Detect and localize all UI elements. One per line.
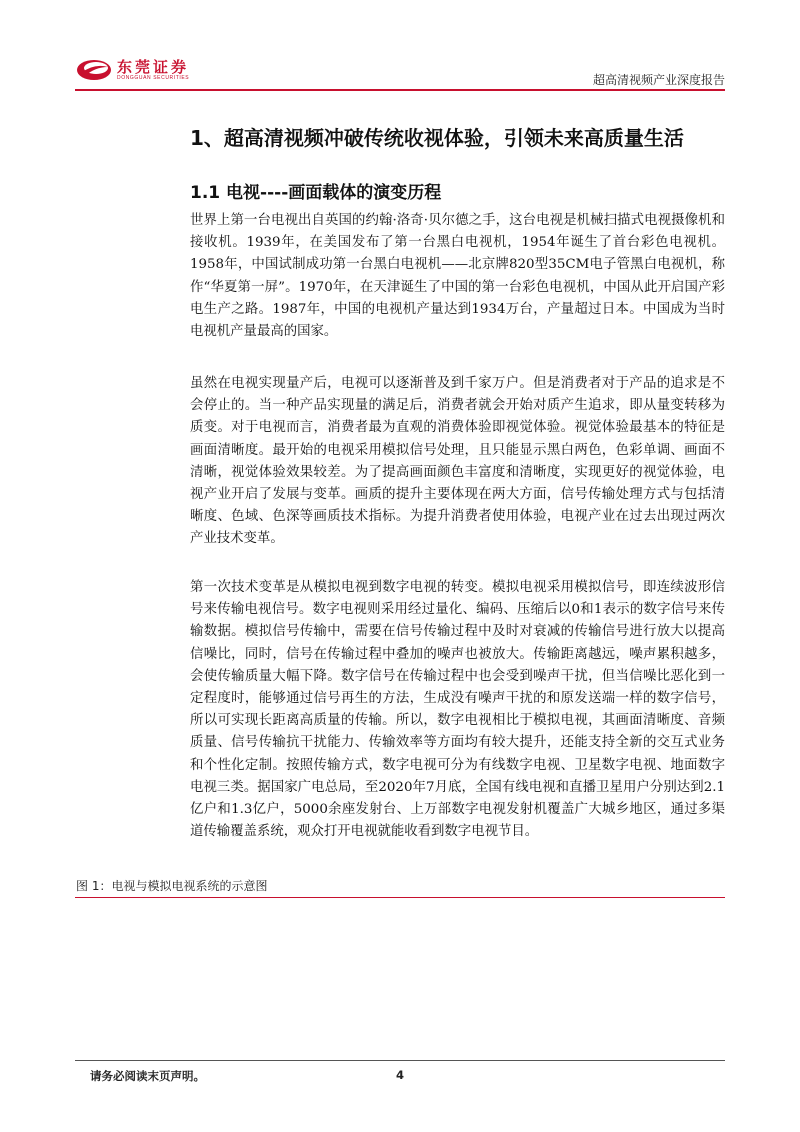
disclaimer-note: 请务必阅读末页声明。 bbox=[90, 1069, 205, 1083]
footer-divider bbox=[75, 1060, 725, 1061]
page-number: 4 bbox=[396, 1068, 405, 1082]
subsection-heading: 1.1 电视----画面载体的演变历程 bbox=[190, 183, 442, 203]
body-paragraph: 虽然在电视实现量产后，电视可以逐渐普及到千家万户。但是消费者对于产品的追求是不会停止的。当一种产品实现量的满足后，消费者就会开始对质产生追求，即从量变转移为质变。对于电视而言，消费者最为直观的消费体验即视觉体验。视觉体验最基本的特征是画面清晰度。最开始的电视采用模拟信号处理，且只能显示黑白两色，色彩单调、画面不清晰，视觉体验效果较差。为了提高画面颜色丰富度和清晰度，实现更好的视觉体验，电视产业开启了发展与变革。画质的提升主要体现在两大方面，信号传输处理方式与包括清晰度、色域、色深等画质技术指标。为提升消费者使用体验，电视产业在过去出现过两次产业技术变革。 bbox=[190, 376, 725, 547]
figure-caption: 图 1：电视与模拟电视系统的示意图 bbox=[76, 879, 268, 893]
logo-chinese-name: 东莞证券 bbox=[117, 57, 190, 76]
company-logo bbox=[75, 58, 189, 82]
figure-divider bbox=[75, 897, 725, 898]
header-divider bbox=[75, 89, 725, 91]
logo-swoosh-icon bbox=[75, 58, 113, 82]
body-paragraph: 第一次技术变革是从模拟电视到数字电视的转变。模拟电视采用模拟信号，即连续波形信号来传输电视信号。数字电视则采用经过量化、编码、压缩后以0和1表示的数字信号来传输数据。模拟信号传输中，需要在信号传输过程中及时对衰减的传输信号进行放大以提高信噪比，同时，信号在传输过程中叠加的噪声也被放大。传输距离越远，噪声累积越多，会使传输质量大幅下降。数字信号在传输过程中也会受到噪声干扰，但当信噪比恶化到一定程度时，能够通过信号再生的方法，生成没有噪声干扰的和原发送端一样的数字信号，所以可实现长距离高质量的传输。所以，数字电视相比于模拟电视，其画面清晰度、音频质量、信号传输抗干扰能力、传输效率等方面均有较大提升，还能支持全新的交互式业务和个性化定制。按照传输方式，数字电视可分为有线数字电视、卫星数字电视、地面数字电视三类。据国家广电总局，至2020年7月底，全国有线电视和直播卫星用户分别达到2.1亿户和1.3亿户，5000余座发射台、上万部数字电视发射机覆盖广大城乡地区，通过多渠道传输覆盖系统，观众打开电视就能收看到数字电视节目。 bbox=[190, 580, 725, 840]
section-heading: 1、超高清视频冲破传统收视体验，引领未来高质量生活 bbox=[190, 126, 684, 150]
report-title: 超高清视频产业深度报告 bbox=[592, 73, 725, 87]
body-paragraph: 世界上第一台电视出自英国的约翰·洛奇·贝尔德之手，这台电视是机械扫描式电视摄像机和接收机。1939年，在美国发布了第一台黑白电视机，1954年诞生了首台彩色电视机。1958年，中国试制成功第一台黑白电视机——北京牌820型35CM电子管黑白电视机，称作“华夏第一屏”。1970年，在天津诞生了中国的第一台彩色电视机，中国从此开启国产彩电生产之路。1987年，中国的电视机产量达到1934万台，产量超过日本。中国成为当时电视机产量最高的国家。 bbox=[190, 213, 725, 340]
page-header bbox=[75, 52, 725, 92]
logo-english-name: DONGGUAN SECURITIES bbox=[117, 74, 190, 81]
